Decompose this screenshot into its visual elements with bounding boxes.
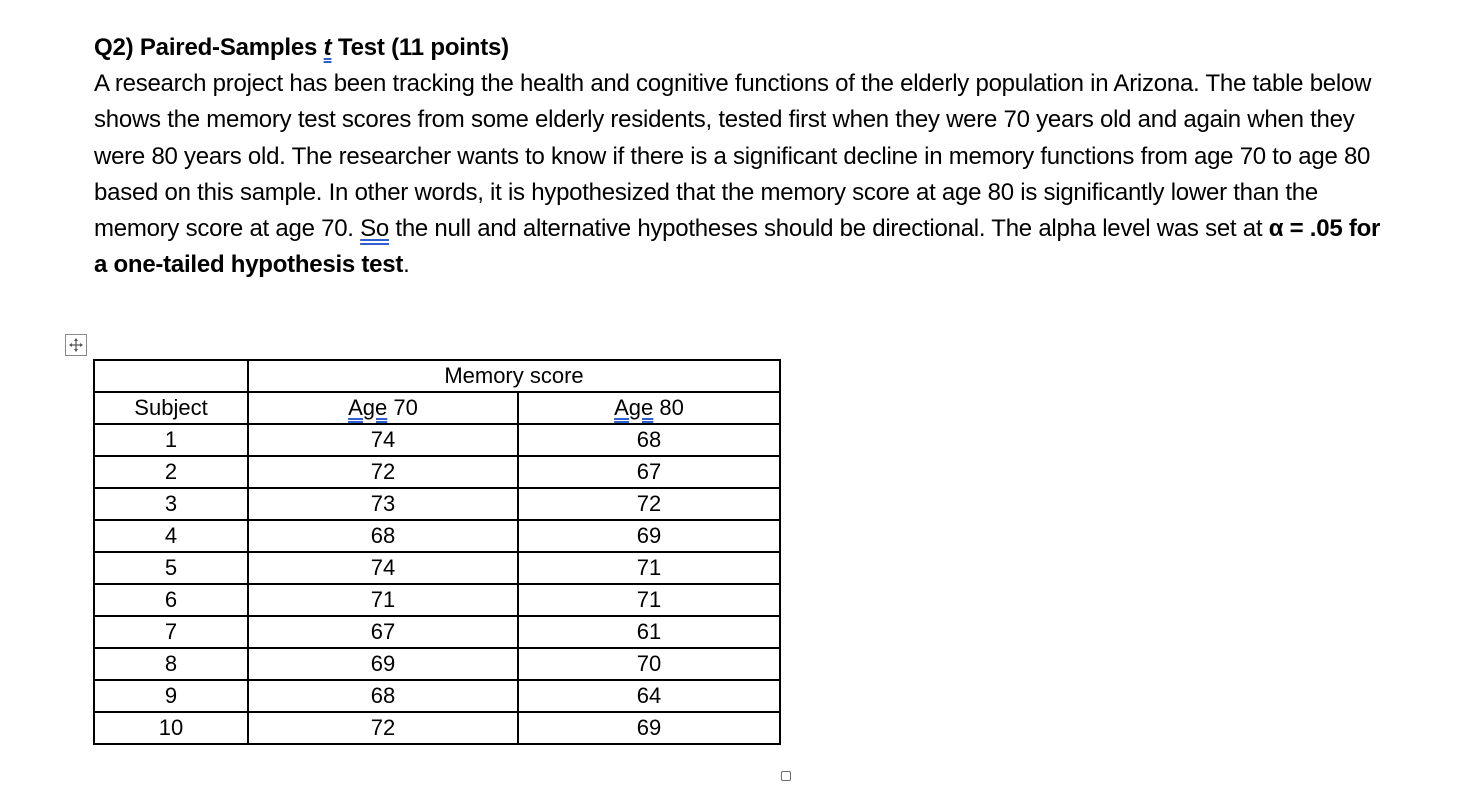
subject-header[interactable]: Subject [94, 392, 248, 424]
subject-cell[interactable]: 3 [94, 488, 248, 520]
age80-cell[interactable]: 72 [518, 488, 780, 520]
table-move-handle[interactable] [65, 334, 87, 356]
body-so-word: So [360, 215, 389, 243]
table-row [94, 680, 780, 712]
table-row [94, 488, 780, 520]
heading-t-variable: t [323, 34, 332, 61]
subject-cell[interactable]: 4 [94, 520, 248, 552]
body-alpha-bold: α = .05 for a one-tailed hypothesis test [94, 215, 1381, 279]
table-row [94, 584, 780, 616]
age70-cell[interactable]: 68 [248, 520, 518, 552]
heading-prefix: Q2) Paired-Samples [94, 34, 324, 61]
table-row [94, 520, 780, 552]
subject-cell[interactable]: 5 [94, 552, 248, 584]
age80-cell[interactable]: 67 [518, 456, 780, 488]
age70-cell[interactable]: 72 [248, 712, 518, 744]
table-row [94, 552, 780, 584]
age70-cell[interactable]: 73 [248, 488, 518, 520]
question-heading [94, 30, 1394, 66]
table-row [94, 616, 780, 648]
subject-cell[interactable]: 7 [94, 616, 248, 648]
group-header-row [94, 360, 780, 392]
body-end: . [403, 251, 410, 279]
age80-cell[interactable]: 68 [518, 424, 780, 456]
age80-header[interactable] [518, 392, 780, 424]
age70-cell[interactable]: 69 [248, 648, 518, 680]
memory-score-table-body [94, 360, 780, 744]
age70-cell[interactable]: 74 [248, 552, 518, 584]
subject-cell[interactable]: 2 [94, 456, 248, 488]
age80-cell[interactable]: 71 [518, 584, 780, 616]
age80-number: 80 [653, 395, 684, 420]
heading-suffix: Test (11 points) [331, 34, 509, 61]
age80-cell[interactable]: 61 [518, 616, 780, 648]
age80-cell[interactable]: 64 [518, 680, 780, 712]
subject-cell[interactable]: 10 [94, 712, 248, 744]
age80-cell[interactable]: 69 [518, 712, 780, 744]
age70-number: 70 [387, 395, 418, 420]
age80-cell[interactable]: 71 [518, 552, 780, 584]
question-body [94, 66, 1394, 284]
age80-cell[interactable]: 69 [518, 520, 780, 552]
subject-cell[interactable]: 1 [94, 424, 248, 456]
table-row [94, 424, 780, 456]
age80-word: Age [614, 395, 654, 420]
age70-cell[interactable]: 72 [248, 456, 518, 488]
age70-cell[interactable]: 67 [248, 616, 518, 648]
memory-score-header[interactable]: Memory score [248, 360, 780, 392]
subject-cell[interactable]: 8 [94, 648, 248, 680]
age70-word: Age [348, 395, 388, 420]
table-row [94, 648, 780, 680]
table-row [94, 712, 780, 744]
table-row [94, 456, 780, 488]
empty-header-cell[interactable] [94, 360, 248, 392]
body-text-part-1: A research project has been tracking the health and cognitive functions of the elderly population in Arizona. The table below shows the memory test scores from some elderly residents, tested first when they were 70 years old and again when they were 80 years old. The researcher wants to know if there is a significant decline in memory functions from age 70 to age 80 based on this sample. In other words, it is hypothesized that the memory score at age 80 is significantly lower than the memory score at age 70. [94, 70, 1372, 243]
age70-cell[interactable]: 68 [248, 680, 518, 712]
age70-header[interactable] [248, 392, 518, 424]
question-block [94, 30, 1394, 284]
age70-cell[interactable]: 71 [248, 584, 518, 616]
column-header-row [94, 392, 780, 424]
age80-cell[interactable]: 70 [518, 648, 780, 680]
subject-cell[interactable]: 9 [94, 680, 248, 712]
age70-cell[interactable]: 74 [248, 424, 518, 456]
subject-cell[interactable]: 6 [94, 584, 248, 616]
memory-score-table [93, 359, 781, 745]
move-icon [68, 337, 84, 353]
body-text-part-2: the null and alternative hypotheses should be directional. The alpha level was set at [388, 215, 1269, 243]
table-resize-handle[interactable] [781, 771, 791, 781]
